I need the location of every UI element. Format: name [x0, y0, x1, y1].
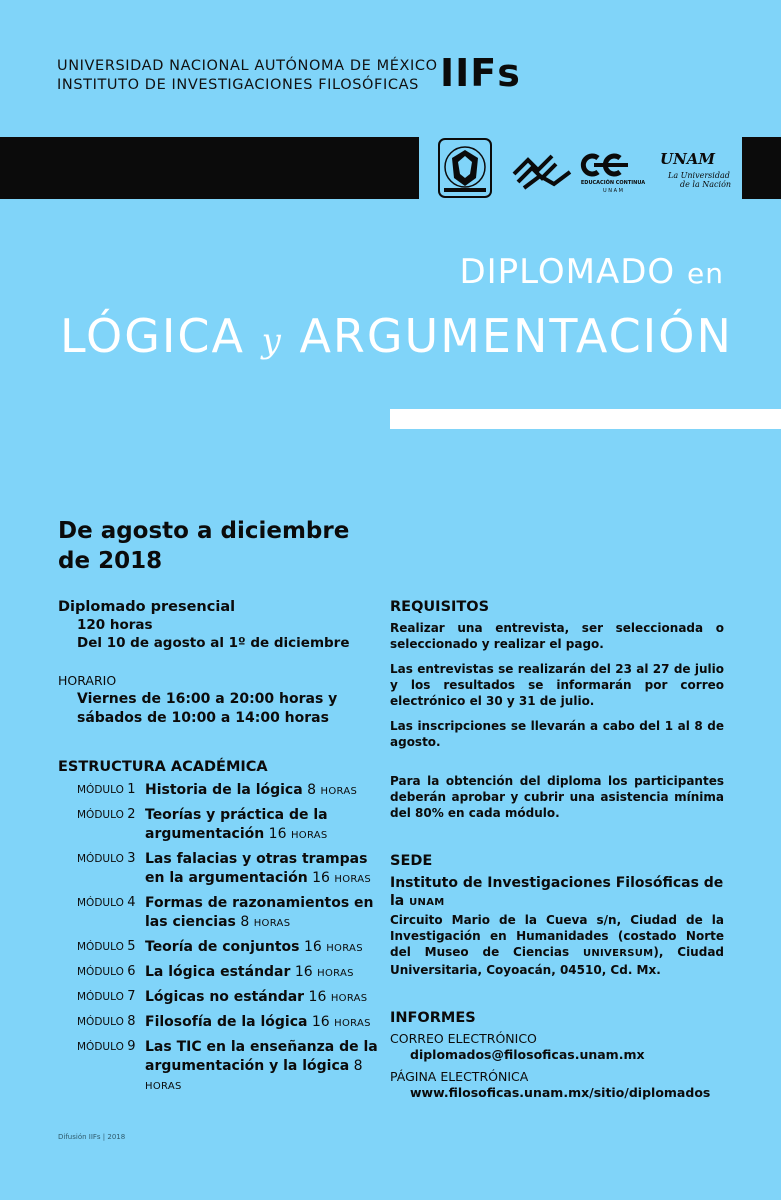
module-hours-word: HORAS [317, 968, 354, 979]
module-word: MÓDULO [77, 809, 124, 821]
module-item [58, 894, 378, 933]
right-column [390, 598, 724, 1101]
module-item [58, 938, 378, 958]
module-hours-word: HORAS [334, 874, 372, 885]
module-title: Formas de razonamientos en las ciencias [145, 895, 374, 930]
horario-line-2: sábados de 10:00 a 14:00 horas [77, 710, 329, 726]
module-hours: 16 [308, 989, 327, 1005]
horario-label: HORARIO [58, 673, 117, 688]
educacion-continua-logo [581, 156, 645, 194]
module-title: Filosofía de la lógica [145, 1014, 308, 1030]
module-hours-word: HORAS [253, 918, 291, 929]
sede-institute [390, 874, 724, 912]
date-range-heading: De agosto a diciembre de 2018 [58, 518, 350, 574]
email-label: CORREO ELECTRÓNICO [390, 1031, 537, 1046]
sede-institute-name: Instituto de Investigaciones Filosóficas de la [390, 875, 724, 909]
institute-name: INSTITUTO DE INVESTIGACIONES FILOSÓFICAS [57, 77, 419, 93]
title-line-2 [60, 306, 733, 371]
module-num: 6 [127, 964, 136, 979]
sede-heading: SEDE [390, 853, 433, 869]
module-number [58, 963, 145, 983]
module-number [58, 894, 145, 933]
module-number [58, 1038, 145, 1096]
horario-line-1: Viernes de 16:00 a 20:00 horas y [77, 691, 338, 707]
module-word: MÓDULO [77, 966, 124, 978]
module-item [58, 963, 378, 983]
module-title: Las falacias y otras trampas en la argumentación [145, 851, 368, 886]
requisitos-p1: Realizar una entrevista, ser seleccionada o seleccionado y realizar el pago. [390, 621, 724, 651]
module-num: 9 [127, 1039, 136, 1054]
module-title: Teoría de conjuntos [145, 939, 300, 955]
title-diplomado: DIPLOMADO [459, 252, 676, 292]
title-argumentacion: ARGUMENTACIÓN [299, 309, 733, 363]
module-number [58, 938, 145, 958]
module-list [58, 781, 378, 1096]
sede-institute-unam: UNAM [409, 897, 445, 908]
module-content [145, 894, 378, 933]
unam-slogan-2: de la Nación [680, 180, 732, 189]
estructura-heading: ESTRUCTURA ACADÉMICA [58, 759, 268, 775]
requisitos-heading: REQUISITOS [390, 599, 490, 615]
module-hours: 16 [312, 870, 330, 886]
module-content [145, 938, 378, 958]
module-word: MÓDULO [77, 897, 124, 909]
email-link[interactable]: diplomados@filosoficas.unam.mx [410, 1047, 645, 1062]
module-hours: 16 [294, 964, 313, 980]
module-content [145, 1038, 378, 1096]
module-title: Las TIC en la enseñanza de la argumentación y la lógica [145, 1039, 378, 1074]
module-content [145, 850, 378, 889]
module-num: 7 [127, 989, 136, 1004]
module-num: 8 [127, 1014, 136, 1029]
module-hours: 8 [353, 1058, 363, 1074]
diplomado-hours: 120 horas [77, 617, 153, 633]
module-hours-word: HORAS [145, 1081, 182, 1092]
module-num: 1 [127, 782, 136, 797]
module-content [145, 963, 378, 983]
module-number [58, 806, 145, 845]
module-num: 5 [127, 939, 136, 954]
module-word: MÓDULO [77, 941, 124, 953]
iifs-logo-text: IIFs [440, 51, 521, 95]
module-hours-word: HORAS [330, 993, 368, 1004]
module-word: MÓDULO [77, 853, 124, 865]
module-item [58, 806, 378, 845]
module-content [145, 806, 378, 845]
module-item [58, 988, 378, 1008]
diplomado-heading: Diplomado presencial [58, 599, 236, 615]
unam-mark: UNAM [660, 150, 716, 168]
left-column [58, 598, 378, 1096]
informes-heading: INFORMES [390, 1010, 476, 1026]
module-word: MÓDULO [77, 1016, 124, 1028]
unam-seal-icon [439, 139, 491, 197]
module-title: Teorías y práctica de la argumentación [145, 807, 328, 842]
module-item [58, 781, 378, 801]
filosoficas-emblem-icon [514, 156, 570, 188]
requisitos-p4: Para la obtención del diploma los participantes deberán aprobar y cubrir una asistencia mínima del 80% en cada módulo. [390, 774, 724, 820]
module-hours-word: HORAS [334, 1018, 371, 1029]
module-word: MÓDULO [77, 991, 124, 1003]
unam-nacion-logo [660, 150, 731, 189]
educacion-continua-label: EDUCACIÓN CONTINUA [580, 180, 646, 186]
module-title: Historia de la lógica [145, 782, 303, 798]
module-num: 4 [127, 895, 136, 910]
black-band-left [0, 137, 419, 199]
module-word: MÓDULO [77, 784, 124, 796]
requisitos-p2: Las entrevistas se realizarán del 23 al 27 de julio y los resultados se informarán por correo electrónico el 30 y 31 de julio. [390, 662, 724, 708]
footer-credit: Difusión IIFs | 2018 [58, 1133, 126, 1141]
module-item [58, 1038, 378, 1096]
university-name: UNIVERSIDAD NACIONAL AUTÓNOMA DE MÉXICO [57, 58, 438, 74]
module-num: 2 [127, 807, 136, 822]
module-number [58, 988, 145, 1008]
title-line-1 [459, 252, 724, 294]
module-hours: 16 [268, 826, 287, 842]
sede-address-b: ), Ciudad Universitaria, Coyoacán, 04510, Cd. Mx. [390, 945, 725, 977]
module-number [58, 781, 145, 801]
module-content [145, 1013, 378, 1033]
web-link[interactable]: www.filosoficas.unam.mx/sitio/diplomados [410, 1085, 711, 1100]
module-content [145, 781, 378, 801]
module-hours: 8 [240, 914, 250, 930]
module-num: 3 [127, 851, 136, 866]
module-hours: 16 [303, 939, 322, 955]
module-hours-word: HORAS [290, 830, 328, 841]
module-word: MÓDULO [77, 1041, 124, 1053]
sede-address-a: Circuito Mario de la Cueva s/n, Ciudad de la Investigación en Humanidades (costado Norte del Museo de Ciencias [390, 913, 724, 959]
partner-logos [436, 136, 736, 202]
title-connector: y [261, 321, 283, 361]
diplomado-range: Del 10 de agosto al 1º de diciembre [77, 635, 350, 651]
requisitos-p3: Las inscripciones se llevarán a cabo del 1 al 8 de agosto. [390, 719, 724, 749]
module-hours-word: HORAS [320, 786, 358, 797]
module-number [58, 850, 145, 889]
web-label: PÁGINA ELECTRÓNICA [390, 1069, 529, 1084]
black-band-right [742, 137, 781, 199]
module-hours: 8 [307, 782, 317, 798]
module-number [58, 1013, 145, 1033]
module-title: Lógicas no estándar [145, 989, 305, 1005]
title-logica: LÓGICA [60, 309, 245, 363]
module-title: La lógica estándar [145, 964, 291, 980]
module-hours-word: HORAS [326, 943, 363, 954]
unam-slogan-1: La Universidad [668, 171, 730, 180]
module-hours: 16 [311, 1014, 330, 1030]
module-item [58, 850, 378, 889]
title-en: en [687, 257, 724, 290]
module-content [145, 988, 378, 1008]
sede-address-universum: UNIVERSUM [582, 948, 654, 959]
white-accent-bar [390, 409, 781, 429]
module-item [58, 1013, 378, 1033]
institution-header [57, 57, 438, 95]
sede-address [390, 912, 724, 978]
educacion-continua-unam: U N A M [603, 188, 623, 194]
